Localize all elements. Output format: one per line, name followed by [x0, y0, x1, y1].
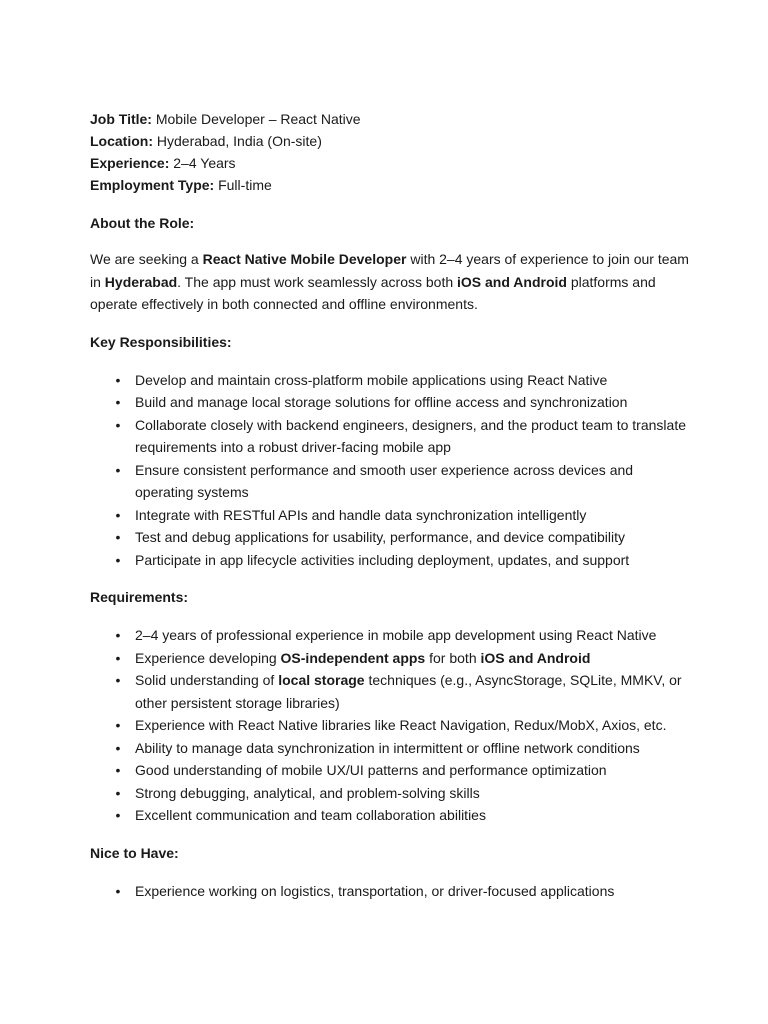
list-item-text: Excellent communication and team collaboration abilities	[135, 807, 486, 823]
list-item	[90, 737, 690, 760]
nice-to-have-list	[90, 880, 690, 903]
list-item	[90, 782, 690, 805]
list-item-text: Solid understanding of	[135, 672, 279, 688]
list-item	[90, 526, 690, 549]
bullet-icon: •	[115, 649, 121, 666]
about-city: Hyderabad	[104, 273, 178, 290]
employment-type-value: Full-time	[218, 177, 272, 193]
bullet-icon: •	[115, 717, 121, 733]
list-item-text: Ability to manage data synchronization in intermittent or offline network conditions	[135, 739, 640, 756]
bullet-icon: •	[115, 762, 121, 778]
employment-type-label: Employment Type:	[90, 177, 215, 193]
list-item-text: techniques (e.g., AsyncStorage, SQLite, MMKV, or other persistent storage libraries)	[135, 672, 682, 711]
bullet-icon: •	[115, 461, 121, 478]
bullet-icon: •	[115, 371, 121, 388]
list-item-text: Collaborate closely with backend engineers, designers, and the product team to translate requirements into a robust driver-facing mobile app	[135, 416, 686, 455]
list-item-text: Experience with React Native libraries like React Navigation, Redux/MobX, Axios, etc.	[135, 717, 667, 733]
job-description	[90, 108, 690, 902]
list-item	[90, 880, 690, 903]
location-line	[90, 130, 690, 152]
list-item-text: Test and debug applications for usability, performance, and device compatibility	[135, 529, 626, 545]
list-item	[90, 504, 690, 527]
bullet-icon: •	[115, 784, 121, 801]
list-item-text: Strong debugging, analytical, and problem-solving skills	[135, 784, 480, 801]
employment-type-line	[90, 174, 690, 196]
about-text-3: . The app must work seamlessly across both	[177, 273, 458, 290]
list-item-text: Integrate with RESTful APIs and handle data synchronization intelligently	[135, 506, 587, 523]
list-item	[90, 391, 690, 414]
list-item	[90, 759, 690, 782]
job-title-line	[90, 108, 690, 130]
bullet-icon: •	[115, 551, 121, 568]
experience-value: 2–4 Years	[173, 155, 236, 171]
list-item-bold-text: OS-independent apps	[280, 649, 426, 666]
responsibilities-heading: Key Responsibilities:	[90, 333, 232, 350]
about-heading: About the Role:	[90, 215, 195, 231]
about-platforms: iOS and Android	[457, 273, 567, 290]
about-text-2: with 2–4 years of experience to join our team in	[90, 251, 689, 290]
list-item	[90, 714, 690, 737]
about-role-name: React Native Mobile Developer	[202, 251, 407, 267]
list-item	[90, 804, 690, 827]
list-item-text: Participate in app lifecycle activities including deployment, updates, and support	[135, 551, 630, 568]
job-title-label: Job Title:	[90, 111, 152, 127]
job-meta	[90, 108, 690, 196]
bullet-icon: •	[115, 416, 121, 433]
list-item	[90, 414, 690, 459]
list-item-text: Build and manage local storage solutions for offline access and synchronization	[135, 394, 628, 410]
list-item-text: Experience developing	[135, 649, 281, 666]
list-item-text: Experience working on logistics, transportation, or driver-focused applications	[135, 882, 615, 899]
bullet-icon: •	[115, 529, 121, 545]
responsibilities-list	[90, 369, 690, 572]
bullet-icon: •	[115, 506, 121, 523]
job-title-value: Mobile Developer – React Native	[155, 111, 361, 127]
bullet-icon: •	[115, 672, 121, 688]
about-text-1: We are seeking a	[90, 251, 203, 267]
list-item-bold-text: iOS and Android	[480, 649, 591, 666]
bullet-icon: •	[115, 739, 121, 756]
list-item	[90, 459, 690, 504]
nice-to-have-heading: Nice to Have:	[90, 844, 179, 861]
bullet-icon: •	[115, 394, 121, 410]
requirements-heading: Requirements:	[90, 589, 189, 605]
list-item	[90, 369, 690, 392]
list-item-text: Good understanding of mobile UX/UI patterns and performance optimization	[135, 762, 607, 778]
list-item-text: Ensure consistent performance and smooth user experience across devices and operating systems	[135, 461, 634, 500]
list-item-text: for both	[425, 649, 481, 666]
list-item	[90, 647, 690, 670]
list-item	[90, 669, 690, 714]
list-item-text: 2–4 years of professional experience in mobile app development using React Native	[135, 627, 657, 643]
bullet-icon: •	[115, 882, 121, 899]
experience-line	[90, 152, 690, 174]
requirements-list	[90, 624, 690, 827]
list-item-bold-text: local storage	[278, 672, 365, 688]
bullet-icon: •	[115, 807, 121, 823]
location-value: Hyderabad, India (On-site)	[156, 133, 322, 149]
list-item	[90, 549, 690, 572]
bullet-icon: •	[115, 627, 121, 643]
about-text-4: platforms and operate effectively in both connected and offline environments.	[90, 273, 656, 312]
about-paragraph	[90, 248, 690, 316]
location-label: Location:	[90, 133, 153, 149]
experience-label: Experience:	[90, 155, 170, 171]
list-item-text: Develop and maintain cross-platform mobile applications using React Native	[135, 371, 608, 388]
list-item	[90, 624, 690, 647]
